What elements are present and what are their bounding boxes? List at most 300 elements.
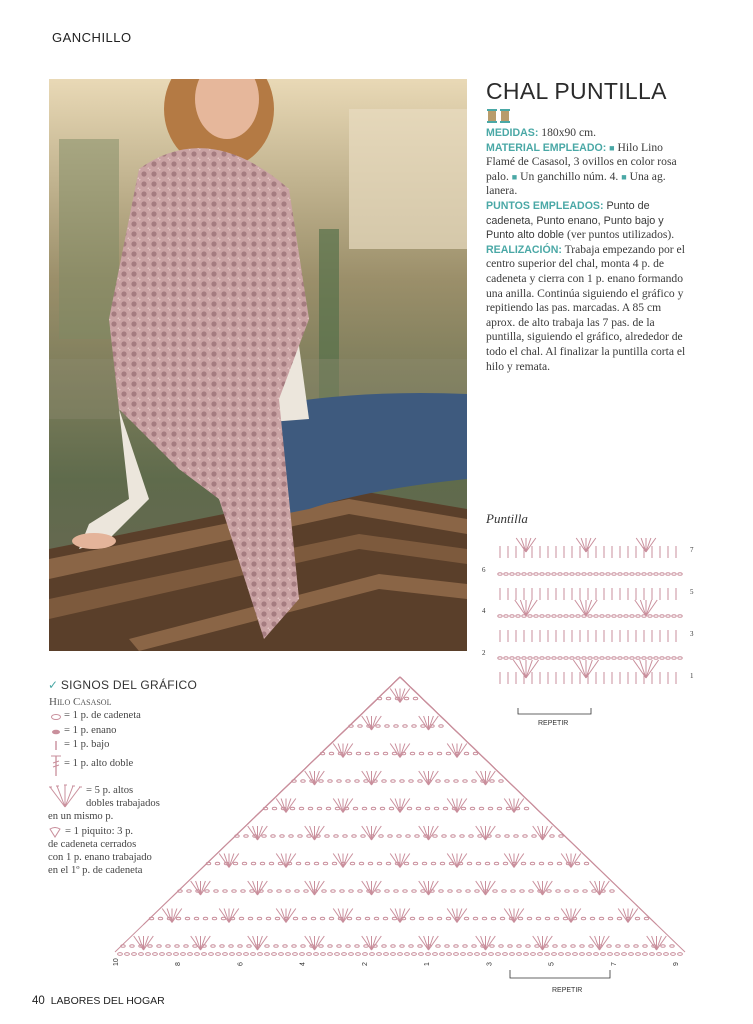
chain-stitch-symbol	[319, 945, 323, 948]
chain-stitch-symbol	[636, 953, 641, 956]
stitch-line	[509, 854, 514, 868]
chain-stitch-symbol	[570, 615, 574, 618]
stitch-line	[640, 600, 646, 616]
row-number: 6	[482, 566, 486, 574]
row-number: 8	[175, 962, 183, 966]
chain-stitch-symbol	[498, 615, 502, 618]
row-number: 4	[482, 607, 486, 615]
stitch-line	[258, 881, 268, 895]
fan-stitch-icon	[48, 784, 82, 808]
stitch-line	[452, 909, 457, 923]
fan-stitch-symbol	[390, 854, 410, 868]
chain-stitch-symbol	[361, 835, 365, 838]
chain-stitch-symbol	[405, 953, 410, 956]
medidas-label: MEDIDAS:	[486, 127, 539, 139]
row-number: 10	[113, 958, 120, 966]
fan-stitch-symbol	[333, 909, 353, 923]
fan-stitch-symbol	[333, 799, 353, 813]
chain-stitch-symbol	[448, 890, 452, 893]
stitch-line	[538, 881, 543, 895]
chain-stitch-symbol	[534, 615, 538, 618]
chain-stitch-symbol	[498, 657, 502, 660]
chain-stitch-symbol	[437, 752, 441, 755]
chain-stitch-symbol	[212, 917, 216, 920]
chain-stitch-symbol	[516, 615, 520, 618]
legend-item: = 1 p. enano	[64, 725, 117, 736]
stitch-line	[452, 854, 457, 868]
chain-stitch-symbol	[380, 807, 384, 810]
stitch-line	[543, 826, 553, 840]
stitch-line	[201, 881, 211, 895]
stitch-line	[538, 936, 543, 950]
chain-stitch-symbol	[504, 573, 508, 576]
stitch-line	[600, 881, 610, 895]
stitch-line	[571, 854, 581, 868]
chain-stitch-symbol	[283, 945, 287, 948]
fan-stitch-symbol	[362, 771, 382, 785]
chain-stitch-symbol	[550, 835, 554, 838]
chain-stitch-symbol	[409, 780, 413, 783]
chain-stitch-symbol	[274, 945, 278, 948]
chain-row	[178, 890, 614, 893]
stitch-line	[476, 826, 486, 840]
stitch-line	[526, 600, 532, 616]
stitch-line	[395, 799, 400, 813]
chain-stitch-symbol	[397, 835, 401, 838]
stitch-line	[429, 936, 434, 950]
chain-stitch-symbol	[386, 697, 390, 700]
chain-row	[498, 573, 682, 576]
chain-stitch-symbol	[181, 953, 186, 956]
chain-stitch-symbol	[391, 780, 395, 783]
fan-stitch-symbol	[419, 881, 439, 895]
chain-stitch-symbol	[319, 780, 323, 783]
chain-stitch-symbol	[491, 917, 495, 920]
stitch-line	[457, 909, 462, 923]
stitch-line	[481, 936, 486, 950]
chain-stitch-symbol	[499, 780, 503, 783]
chain-stitch-symbol	[522, 657, 526, 660]
chain-stitch-symbol	[230, 953, 235, 956]
stitch-line	[657, 936, 667, 950]
fan-stitch-symbol	[248, 881, 268, 895]
chain-stitch-symbol	[678, 657, 682, 660]
stitch-line	[367, 771, 372, 785]
chain-stitch-symbol	[400, 780, 404, 783]
chain-stitch-symbol	[365, 752, 369, 755]
stitch-line	[400, 909, 405, 923]
stitch-line	[429, 881, 434, 895]
chain-stitch-symbol	[146, 953, 151, 956]
stitch-line	[343, 744, 353, 758]
chain-stitch-symbol	[188, 953, 193, 956]
chain-stitch-symbol	[262, 835, 266, 838]
chain-stitch-symbol	[410, 917, 414, 920]
chain-stitch-symbol	[289, 835, 293, 838]
stitch-line	[429, 716, 439, 730]
row-number: 2	[482, 649, 486, 657]
chain-stitch-symbol	[376, 890, 380, 893]
stitch-line	[400, 677, 685, 952]
stitch-line	[561, 909, 571, 923]
stitch-line	[229, 909, 239, 923]
stitch-line	[390, 744, 400, 758]
chain-stitch-symbol	[517, 953, 522, 956]
chain-stitch-symbol	[347, 752, 351, 755]
stitch-line	[395, 909, 400, 923]
stitch-line	[509, 909, 514, 923]
chain-stitch-symbol	[467, 862, 471, 865]
material-value-3: Una ag. lanera.	[486, 169, 666, 198]
fan-stitch-symbol	[191, 936, 211, 950]
stitch-line	[258, 936, 263, 950]
chain-stitch-symbol	[534, 573, 538, 576]
fan-stitch-symbol	[390, 689, 410, 703]
chain-stitch-symbol	[630, 615, 634, 618]
chain-stitch-symbol	[594, 573, 598, 576]
stitch-line	[224, 909, 229, 923]
chain-stitch-symbol	[329, 917, 333, 920]
chain-stitch-symbol	[510, 615, 514, 618]
chain-stitch-symbol	[377, 862, 381, 865]
chain-stitch-symbol	[215, 862, 219, 865]
chain-stitch-symbol	[426, 953, 431, 956]
stitch-line	[543, 881, 548, 895]
stitch-line	[343, 799, 353, 813]
chain-stitch-symbol	[451, 835, 455, 838]
chain-stitch-symbol	[268, 890, 272, 893]
chain-stitch-symbol	[528, 573, 532, 576]
chain-stitch-symbol	[473, 917, 477, 920]
stitch-line	[253, 936, 258, 950]
stitch-line	[400, 854, 410, 868]
stitch-line	[315, 826, 320, 840]
chain-stitch-symbol	[540, 657, 544, 660]
chain-stitch-symbol	[531, 953, 536, 956]
chain-stitch-symbol	[582, 573, 586, 576]
chain-stitch-symbol	[564, 573, 568, 576]
stitch-line	[372, 826, 382, 840]
stitch-line	[315, 936, 325, 950]
article-title: CHAL PUNTILLA	[486, 78, 667, 104]
chain-stitch-symbol	[223, 953, 228, 956]
chain-stitch-symbol	[642, 657, 646, 660]
stitch-line	[576, 538, 586, 552]
chain-stitch-symbol	[470, 807, 474, 810]
fan-stitch-symbol	[305, 826, 325, 840]
chain-stitch-symbol	[510, 573, 514, 576]
stitch-line	[543, 936, 553, 950]
chain-stitch-symbol	[660, 657, 664, 660]
chain-stitch-symbol	[442, 835, 446, 838]
chain-stitch-symbol	[482, 953, 487, 956]
chain-stitch-symbol	[132, 953, 137, 956]
chain-stitch-symbol	[528, 615, 532, 618]
stitch-line	[400, 689, 405, 703]
stitch-line	[526, 600, 537, 616]
chain-stitch-symbol	[654, 615, 658, 618]
stitch-line	[253, 881, 258, 895]
row-number: 6	[237, 962, 245, 966]
chain-stitch-symbol	[496, 953, 501, 956]
stitch-line	[333, 799, 343, 813]
row-number: 7	[690, 546, 694, 554]
chain-stitch-symbol	[404, 862, 408, 865]
chain-stitch-symbol	[389, 807, 393, 810]
chain-stitch-symbol	[349, 953, 354, 956]
chain-stitch-symbol	[404, 697, 408, 700]
chain-stitch-symbol	[314, 862, 318, 865]
stitch-line	[333, 909, 343, 923]
chain-stitch-symbol	[615, 953, 620, 956]
chain-stitch-symbol	[540, 573, 544, 576]
chain-stitch-symbol	[337, 945, 341, 948]
chain-stitch-symbol	[265, 945, 269, 948]
chain-stitch-symbol	[588, 615, 592, 618]
chain-stitch-symbol	[293, 953, 298, 956]
shawl-photo	[49, 79, 467, 651]
chain-stitch-symbol	[588, 657, 592, 660]
stitch-line	[400, 744, 405, 758]
chain-stitch-symbol	[328, 945, 332, 948]
slip-stitch-icon	[50, 728, 62, 736]
chain-stitch-symbol	[158, 917, 162, 920]
fan-stitch-symbol	[504, 854, 524, 868]
chain-stitch-symbol	[400, 945, 404, 948]
chain-stitch-symbol	[440, 953, 445, 956]
chain-stitch-symbol	[548, 862, 552, 865]
fan-stitch-symbol	[476, 826, 496, 840]
legend-item: en un mismo p.	[48, 811, 114, 822]
stitch-line	[343, 799, 348, 813]
fan-stitch-symbol	[576, 538, 596, 552]
stitch-line	[395, 689, 400, 703]
fan-stitch-symbol	[618, 909, 638, 923]
chain-stitch-symbol	[223, 890, 227, 893]
stitch-line	[144, 936, 149, 950]
chain-stitch-symbol	[648, 615, 652, 618]
chain-stitch-symbol	[629, 953, 634, 956]
chain-stitch-symbol	[671, 953, 676, 956]
legend-item: = 5 p. altos	[86, 785, 134, 796]
chain-stitch-symbol	[590, 917, 594, 920]
stitch-line	[372, 881, 377, 895]
chain-stitch-symbol	[436, 945, 440, 948]
row-number: 5	[690, 588, 694, 596]
chain-stitch-symbol	[573, 953, 578, 956]
chain-stitch-symbol	[657, 953, 662, 956]
picot-icon	[48, 827, 62, 839]
chain-stitch-symbol	[302, 917, 306, 920]
stitch-line	[543, 826, 548, 840]
fan-stitch-symbol	[162, 909, 182, 923]
fan-stitch-symbol	[447, 909, 467, 923]
stitch-line	[533, 936, 543, 950]
chain-stitch-symbol	[311, 917, 315, 920]
chain-stitch-symbol	[355, 780, 359, 783]
chain-stitch-symbol	[299, 807, 303, 810]
double-treble-icon	[50, 755, 62, 777]
stitch-line	[333, 744, 343, 758]
stitch-line	[338, 854, 343, 868]
chain-stitch-symbol	[295, 890, 299, 893]
stitch-line	[419, 771, 429, 785]
chain-stitch-symbol	[468, 953, 473, 956]
stitch-line	[566, 854, 571, 868]
chain-stitch-symbol	[516, 573, 520, 576]
spool-icon	[486, 108, 512, 124]
fan-stitch-symbol	[575, 600, 597, 616]
chain-stitch-symbol	[660, 615, 664, 618]
stitch-line	[343, 854, 353, 868]
stitch-line	[305, 881, 315, 895]
chain-stitch-symbol	[386, 862, 390, 865]
chain-stitch-symbol	[439, 725, 443, 728]
repeat-bracket	[510, 970, 610, 978]
chain-stitch-symbol	[566, 953, 571, 956]
chain-stitch-symbol	[233, 862, 237, 865]
chain-stitch-symbol	[275, 917, 279, 920]
fan-stitch-symbol	[333, 854, 353, 868]
realizacion-value: Trabaja empezando por el centro superior del chal, monta 4 p. de cadeneta y cierra con 1 p. enano formando una anilla. Continúa siguiendo el gráfico y repitiendo las pas. marcadas. A 85 cm aprox. de alto trabaja las 7 pas. de la puntilla, siguiendo el gráfico, alrededor de todo el chal. Al finalizar la puntilla corta el hilo y remata.	[486, 242, 686, 373]
chain-stitch-symbol	[464, 752, 468, 755]
chain-stitch-symbol	[666, 657, 670, 660]
chain-stitch-symbol	[347, 917, 351, 920]
chain-stitch-symbol	[612, 573, 616, 576]
stitch-line	[566, 909, 571, 923]
chain-stitch-symbol	[445, 945, 449, 948]
chain-stitch-symbol	[167, 953, 172, 956]
chain-stitch-symbol	[648, 573, 652, 576]
stitch-line	[457, 909, 467, 923]
chain-stitch-symbol	[497, 807, 501, 810]
fan-stitch-symbol	[362, 881, 382, 895]
chain-stitch-symbol	[488, 807, 492, 810]
fan-stitch-symbol	[419, 936, 439, 950]
fan-stitch-symbol	[504, 799, 524, 813]
fan-stitch-symbol	[191, 881, 211, 895]
chain-stitch-symbol	[557, 862, 561, 865]
chain-stitch-symbol	[505, 835, 509, 838]
chain-stitch-symbol	[618, 615, 622, 618]
stitch-line	[618, 909, 628, 923]
chain-stitch-symbol	[391, 945, 395, 948]
chain-stitch-symbol	[460, 835, 464, 838]
stitch-line	[258, 826, 263, 840]
chain-stitch-symbol	[425, 807, 429, 810]
chain-stitch-symbol	[205, 890, 209, 893]
chain-stitch-symbol	[383, 917, 387, 920]
chain-stitch-symbol	[342, 953, 347, 956]
stitch-line	[514, 799, 519, 813]
stitch-line	[343, 854, 348, 868]
chain-stitch-symbol	[666, 573, 670, 576]
stitch-line	[400, 799, 410, 813]
single-crochet-icon	[50, 739, 62, 751]
fan-stitch-symbol	[333, 744, 353, 758]
stitch-line	[657, 936, 662, 950]
stitch-line	[281, 799, 286, 813]
stitch-line	[310, 771, 315, 785]
chain-stitch-symbol	[419, 752, 423, 755]
fan-stitch-symbol	[134, 936, 154, 950]
stitch-line	[362, 936, 372, 950]
chain-stitch-symbol	[559, 953, 564, 956]
chain-stitch-symbol	[636, 573, 640, 576]
stitch-line	[424, 881, 429, 895]
material-value-2: Un ganchillo núm. 4.	[520, 169, 619, 183]
chain-stitch-symbol	[371, 807, 375, 810]
chain-stitch-symbol	[616, 945, 620, 948]
chain-stitch-symbol	[584, 862, 588, 865]
stitch-line	[367, 936, 372, 950]
chain-stitch-symbol	[415, 835, 419, 838]
chain-stitch-symbol	[346, 780, 350, 783]
stitch-line	[481, 771, 486, 785]
chain-stitch-symbol	[412, 890, 416, 893]
stitch-line	[162, 909, 172, 923]
stitch-line	[305, 936, 315, 950]
chain-stitch-symbol	[529, 890, 533, 893]
chain-stitch-symbol	[232, 890, 236, 893]
chain-stitch-symbol	[490, 780, 494, 783]
chain-stitch-symbol	[576, 615, 580, 618]
chain-stitch-symbol	[412, 725, 416, 728]
chain-stitch-symbol	[410, 752, 414, 755]
chain-stitch-symbol	[413, 862, 417, 865]
stitch-line	[310, 936, 315, 950]
stitch-line	[258, 826, 268, 840]
chain-stitch-symbol	[606, 657, 610, 660]
row-number: 9	[673, 962, 680, 966]
stitch-line	[390, 689, 400, 703]
chain-stitch-symbol	[536, 917, 540, 920]
chain-stitch-symbol	[300, 953, 305, 956]
fan-stitch-symbol	[390, 744, 410, 758]
chain-stitch-symbol	[510, 953, 515, 956]
fan-stitch-symbol	[590, 881, 610, 895]
chain-stitch-symbol	[394, 725, 398, 728]
chain-stitch-symbol	[498, 573, 502, 576]
stitch-line	[400, 744, 410, 758]
chain-stitch-symbol	[511, 890, 515, 893]
chain-stitch-symbol	[292, 945, 296, 948]
chain-stitch-symbol	[251, 953, 256, 956]
chain-stitch-symbol	[260, 862, 264, 865]
chain-stitch-symbol	[500, 917, 504, 920]
chain-stitch-symbol	[552, 953, 557, 956]
stitch-line	[343, 909, 348, 923]
stitch-line	[248, 936, 258, 950]
chain-stitch-symbol	[526, 945, 530, 948]
chain-stitch-symbol	[607, 945, 611, 948]
stitch-line	[481, 826, 486, 840]
fan-stitch-symbol	[561, 909, 581, 923]
chain-stitch-symbol	[301, 780, 305, 783]
chain-stitch-symbol	[518, 917, 522, 920]
chain-stitch-symbol	[454, 945, 458, 948]
stitch-line	[476, 936, 486, 950]
chain-stitch-symbol	[564, 657, 568, 660]
fan-stitch-symbol	[362, 936, 382, 950]
chain-stitch-symbol	[365, 917, 369, 920]
chain-stitch-symbol	[337, 780, 341, 783]
chain-stitch-symbol	[257, 917, 261, 920]
chain-stitch-symbol	[575, 862, 579, 865]
stitch-line	[538, 826, 543, 840]
chain-stitch-symbol	[329, 752, 333, 755]
chain-stitch-symbol	[499, 945, 503, 948]
